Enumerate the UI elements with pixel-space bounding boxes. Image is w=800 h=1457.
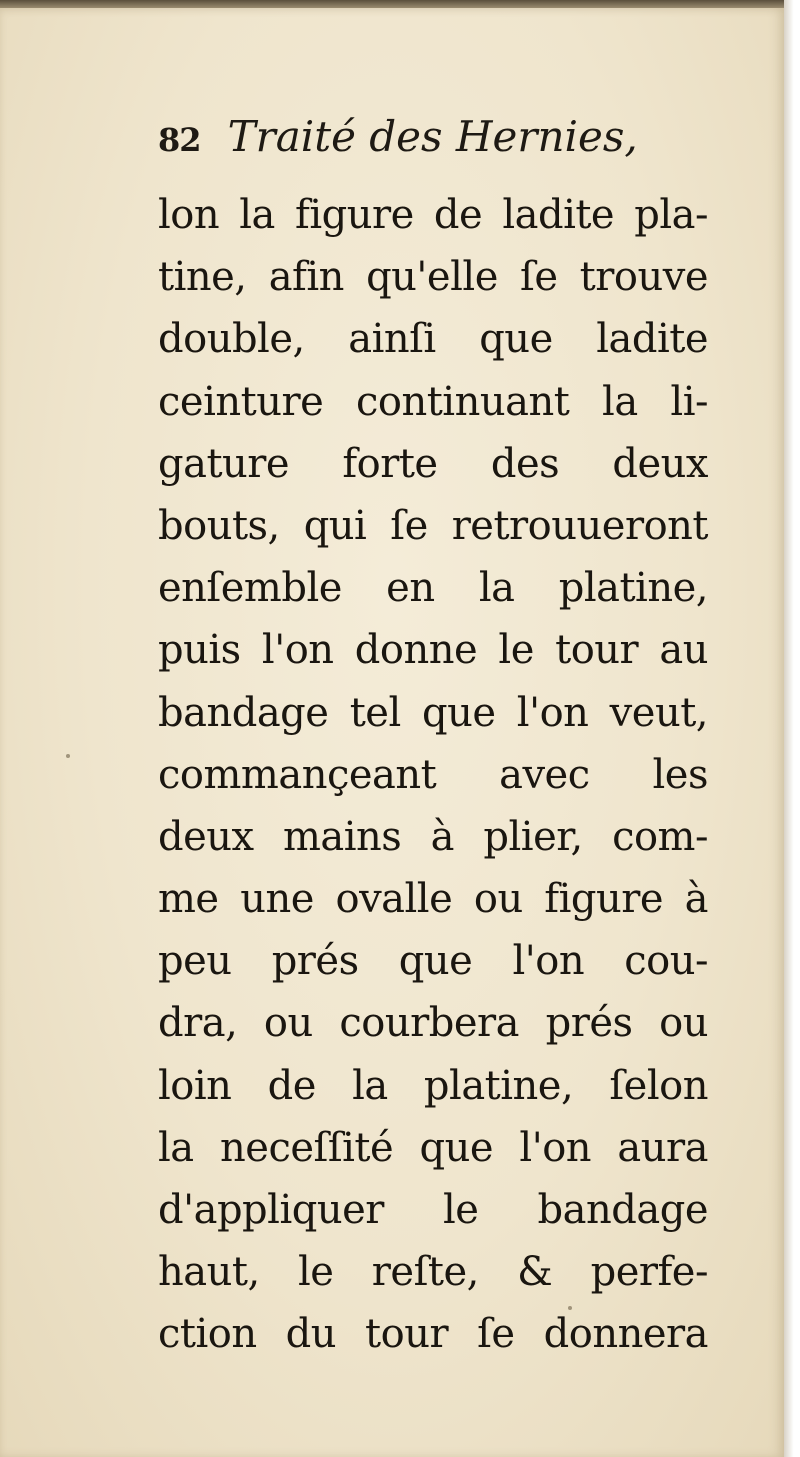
text-line: lon la figure de ladite pla-: [158, 192, 708, 238]
text-line: commançeant avec les: [158, 751, 708, 798]
text-line: gature forte des deux: [158, 440, 708, 487]
text-line: d'appliquer le bandage: [158, 1187, 708, 1233]
paper-speck: [66, 754, 70, 758]
text-line: ceinture continuant la li-: [158, 378, 708, 425]
text-line: me une ovalle ou figure à: [158, 876, 708, 923]
page-number: 82: [158, 121, 201, 159]
text-line: puis l'on donne le tour au: [158, 627, 708, 674]
text-line: deux mains à plier, com-: [158, 813, 708, 860]
text-line: la neceſſité que l'on aura: [158, 1124, 708, 1171]
text-line: peu prés que l'on cou-: [158, 938, 708, 985]
text-line: double, ainſi que ladite: [158, 316, 708, 363]
text-line: loin de la platine, ſelon: [158, 1062, 708, 1109]
text-line: dra, ou courbera prés ou: [158, 1000, 708, 1047]
page-header: [158, 112, 718, 172]
text-line: ction du tour ſe donnera: [158, 1311, 708, 1358]
running-title: Traité des Hernies,: [227, 112, 638, 161]
text-line: haut, le reſte, & perfe-: [158, 1249, 708, 1296]
text-line: enſemble en la platine,: [158, 565, 708, 612]
text-line: tine, afin qu'elle ſe trouve: [158, 254, 708, 301]
page-right-margin: [784, 0, 800, 1457]
text-line: bouts, qui ſe retrouueront: [158, 502, 708, 549]
text-line: bandage tel que l'on veut,: [158, 689, 708, 736]
body-text: [158, 184, 708, 1366]
page-top-edge: [0, 0, 784, 8]
